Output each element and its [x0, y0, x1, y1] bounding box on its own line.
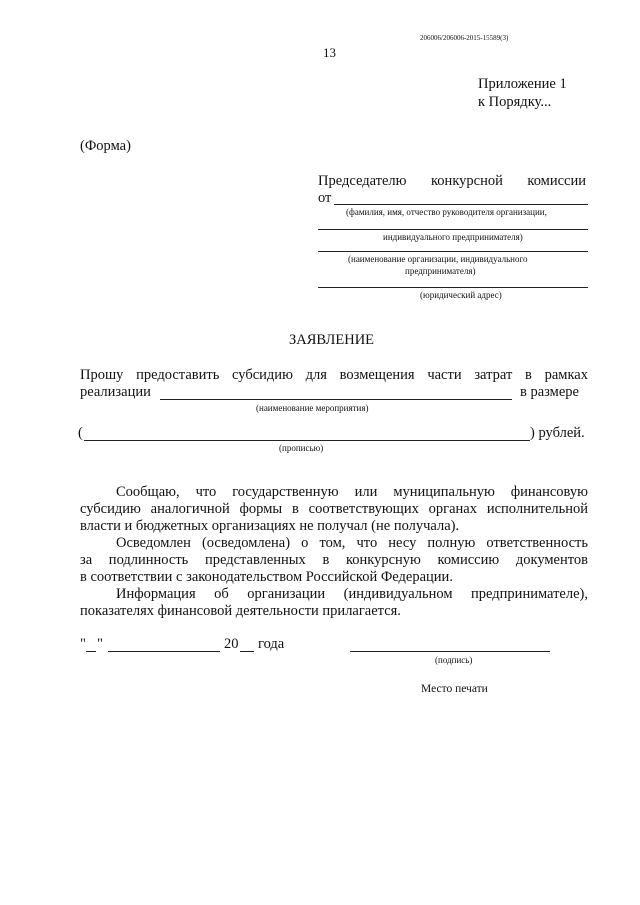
name-line — [334, 204, 588, 205]
p2-line-1: Осведомлен (осведомлена) о том, что несу полную ответственность — [116, 535, 588, 551]
day-line — [86, 651, 96, 652]
paragraph-1 — [80, 484, 588, 535]
addressee-word-2: конкурсной — [431, 173, 503, 189]
paragraph-3 — [80, 586, 588, 620]
amount-end: ) рублей. — [530, 425, 585, 441]
year-prefix: 20 — [224, 636, 239, 652]
appendix-line-1: Приложение 1 — [478, 76, 567, 92]
caption-org-1: (наименование организации, индивидуального — [348, 254, 528, 264]
appendix-line-2: к Порядку... — [478, 94, 552, 110]
seal-place: Место печати — [421, 683, 488, 695]
addressee-title — [318, 173, 586, 190]
form-label: (Форма) — [80, 138, 131, 154]
addressee-word-1: Председателю — [318, 173, 407, 189]
caption-words: (прописью) — [279, 443, 324, 453]
amount-line — [84, 440, 530, 441]
year-suffix: года — [258, 636, 285, 652]
month-line — [108, 651, 220, 652]
signature-line — [350, 651, 550, 652]
year-line — [240, 651, 254, 652]
caption-address: (юридический адрес) — [420, 290, 502, 300]
p3-line-1: Информация об организации (индивидуальном предпринимателе), — [116, 586, 588, 602]
document-title: ЗАЯВЛЕНИЕ — [289, 332, 375, 348]
event-name-line — [160, 399, 512, 400]
caption-org-2: предпринимателя) — [405, 266, 476, 276]
from-label: от — [318, 190, 332, 206]
p1-line-1: Сообщаю, что государственную или муниципальную финансовую — [116, 484, 588, 500]
p1-line-3: власти и бюджетных организациях не получал (не получала). — [80, 518, 460, 534]
p2-line-3: в соответствии с законодательством Российской Федерации. — [80, 569, 453, 585]
p2-line-2: за подлинность представленных в конкурсную комиссию документов — [80, 552, 588, 568]
date-quote-close: " — [97, 636, 103, 652]
address-line — [318, 287, 588, 288]
caption-name-1: (фамилия, имя, отчество руководителя организации, — [346, 207, 547, 217]
paragraph-2 — [80, 535, 588, 586]
addressee-word-3: комиссии — [527, 173, 586, 189]
amount-paren-open: ( — [78, 425, 83, 441]
p3-line-2: показателях финансовой деятельности прилагается. — [80, 603, 401, 619]
request-line-2-end: в размере — [520, 384, 579, 400]
page-number: 13 — [323, 45, 336, 60]
date-quote-open: " — [80, 636, 86, 652]
request-line-2-start: реализации — [80, 384, 151, 400]
p1-line-2: субсидию аналогичной формы в соответствующих органах исполнительной — [80, 501, 588, 517]
name-line-2 — [318, 229, 588, 230]
org-line — [318, 251, 588, 252]
request-line-1: Прошу предоставить субсидию для возмещения части затрат в рамках — [80, 367, 588, 383]
caption-event: (наименование мероприятия) — [256, 403, 369, 413]
caption-name-2: индивидуального предпринимателя) — [383, 232, 523, 242]
document-id: 206006/206006-2015-15589(3) — [420, 34, 509, 42]
caption-signature: (подпись) — [435, 655, 473, 665]
